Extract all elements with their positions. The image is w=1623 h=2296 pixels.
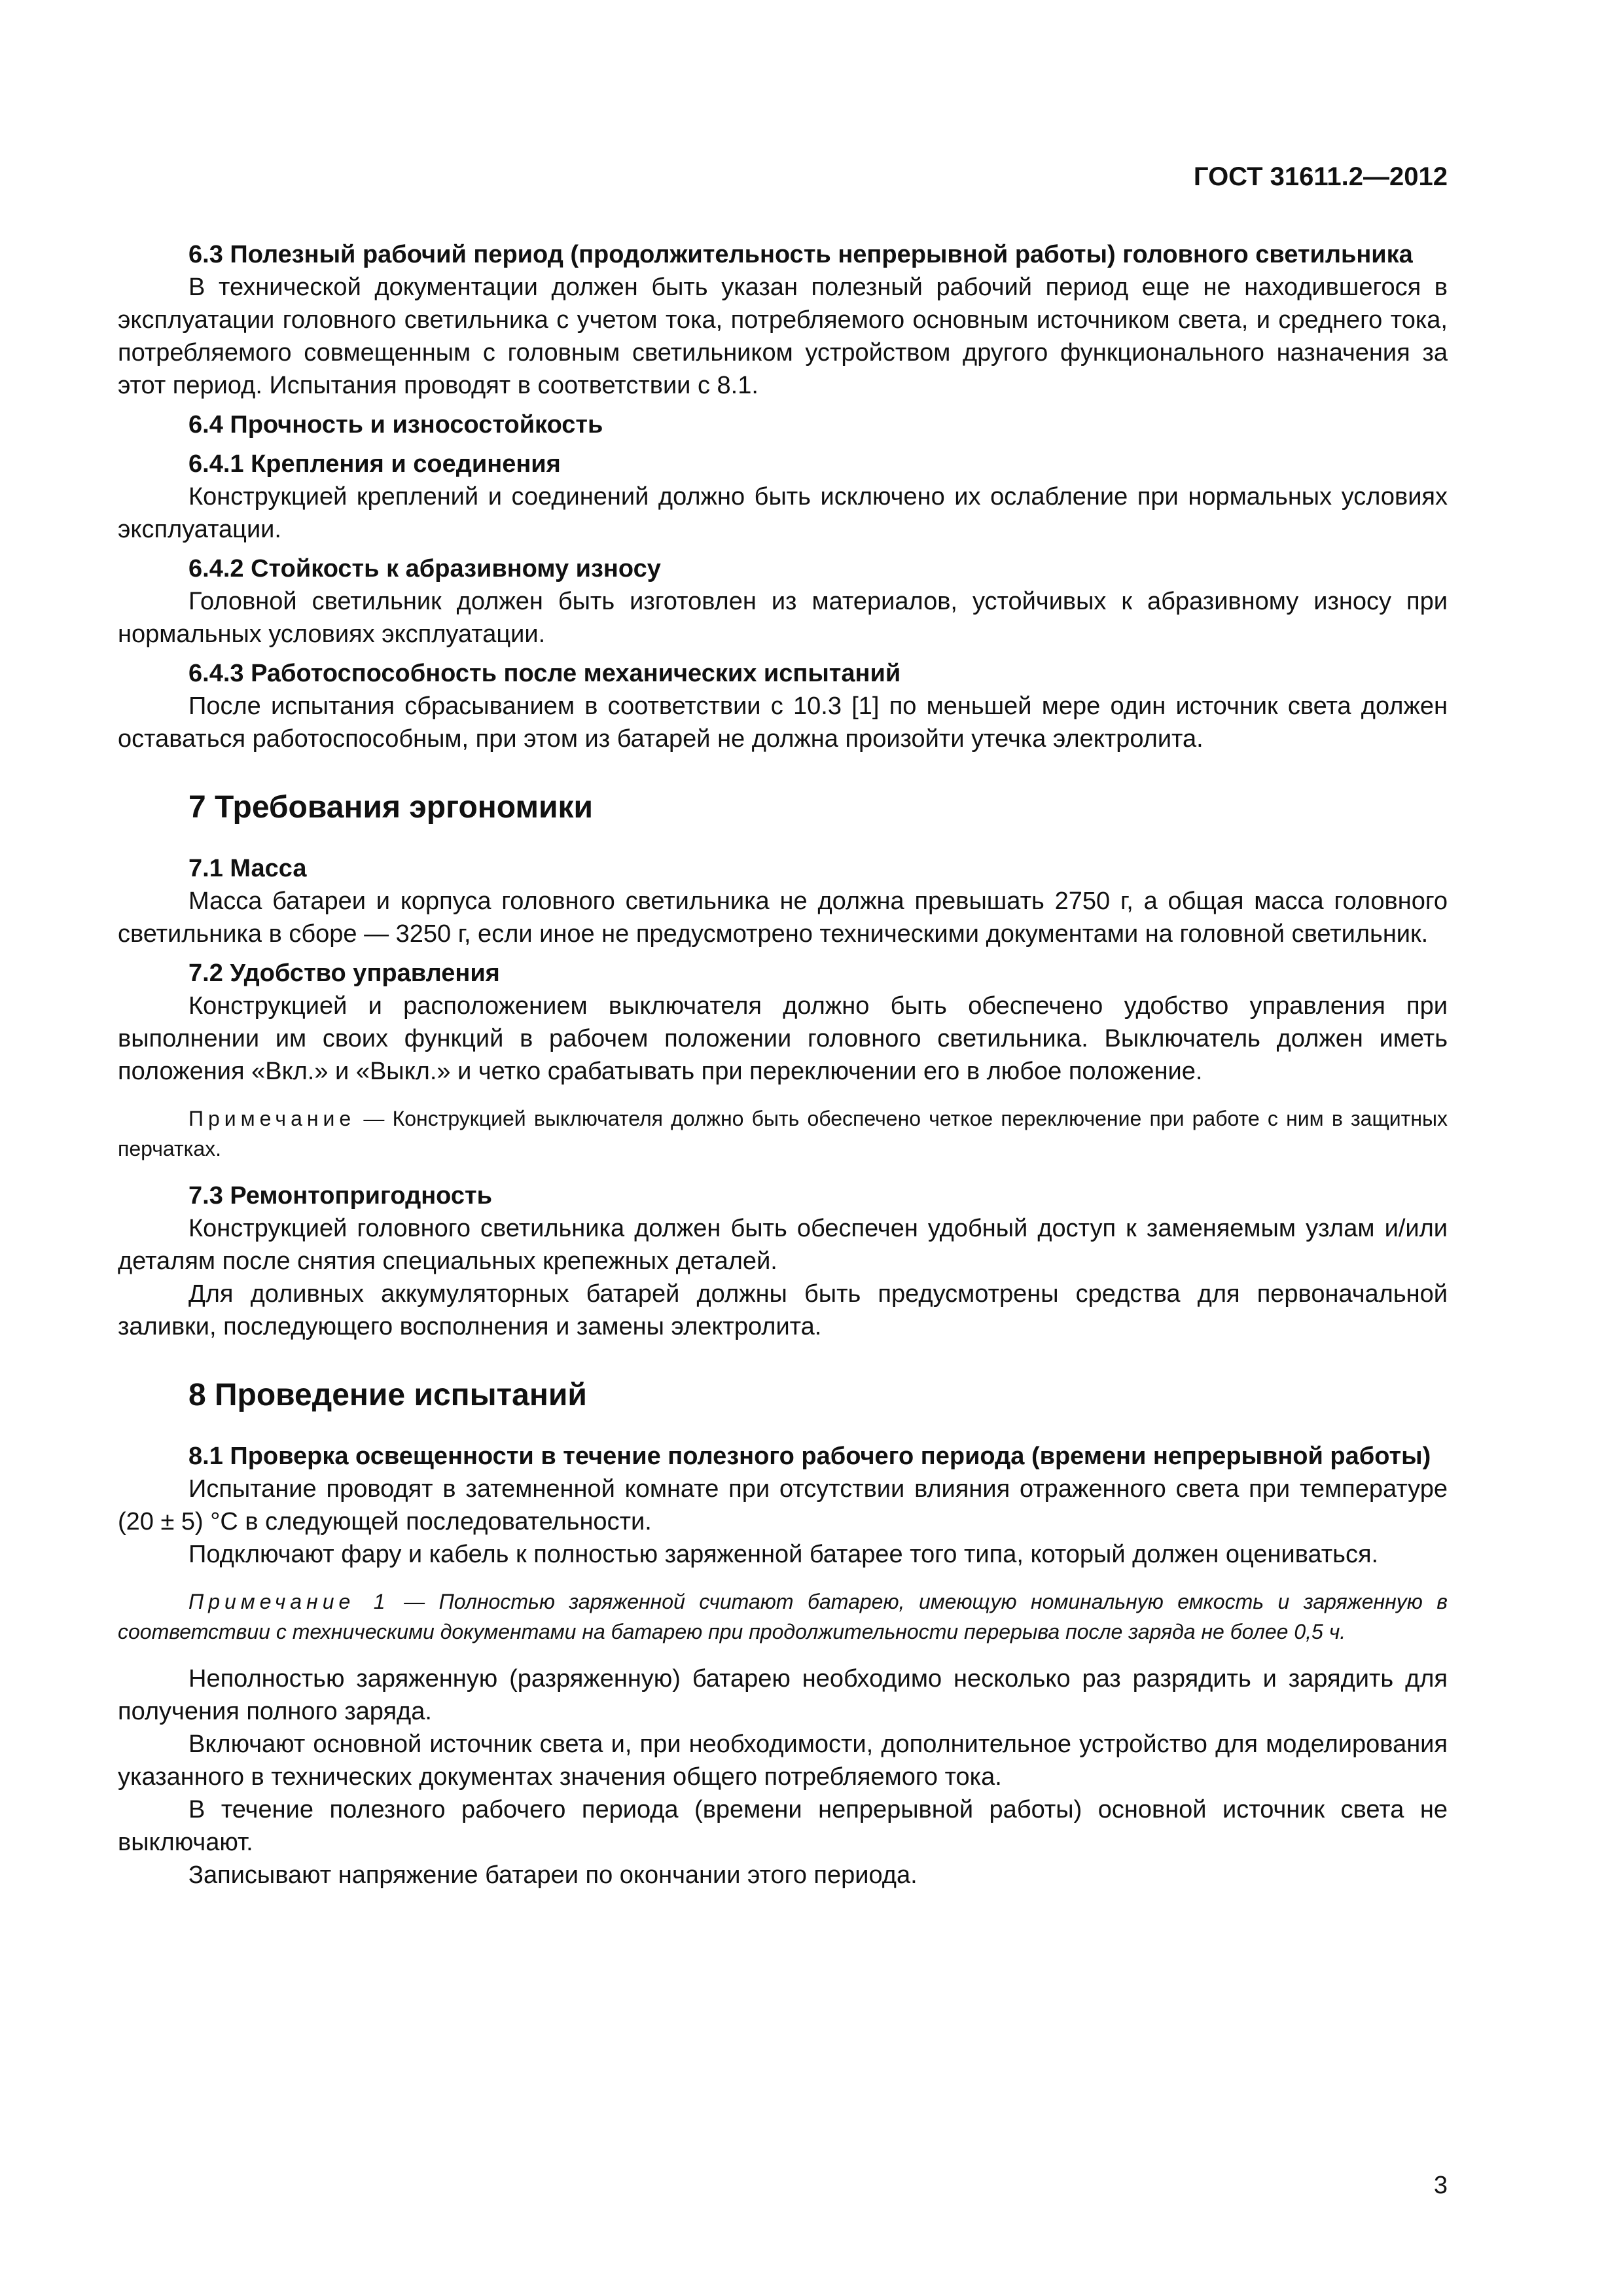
section-8-1-paragraph-6: Записывают напряжение батареи по окончании этого периода. [188, 1861, 918, 1889]
section-8-1-paragraph-4: Включают основной источник света и, при необходимости, дополнительное устройство для моделирования указанного в технических документах значения общего потребляемого тока. [118, 1731, 1448, 1791]
section-7-2-paragraph: Конструкцией и расположением выключателя должно быть обеспечено удобство управления при выполнении им своих функций в рабочем положении головного светильника. Выключатель должен иметь положения «Вкл.» и «Выкл.» и четко срабатывать при переключении его в любое положение. [118, 992, 1448, 1085]
section-7-1-paragraph: Масса батареи и корпуса головного светильника не должна превышать 2750 г, а общая масса головного светильника в сборе — 3250 г, если иное не предусмотрено техническими документами на головной светильник. [118, 888, 1448, 948]
section-7-3-paragraph-2: Для доливных аккумуляторных батарей должны быть предусмотрены средства для первоначальной заливки, последующего восполнения и замены электролита. [118, 1280, 1448, 1340]
section-6-4-3-heading: 6.4.3 Работоспособность после механических испытаний [188, 660, 901, 687]
section-8-1-paragraph-1: Испытание проводят в затемненной комнате при отсутствии влияния отраженного света при температуре (20 ± 5) °С в следующей последовательности. [118, 1475, 1448, 1535]
section-8-1-paragraph-3: Неполностью заряженную (разряженную) батарею необходимо несколько раз разрядить и зарядить для получения полного заряда. [118, 1665, 1448, 1725]
document-code: ГОСТ 31611.2—2012 [1193, 162, 1448, 191]
section-8-1-paragraph-2: Подключают фару и кабель к полностью заряженной батарее того типа, который должен оцениваться. [188, 1541, 1379, 1568]
section-8-1-heading: 8.1 Проверка освещенности в течение полезного рабочего периода (времени непрерывной работы) [188, 1443, 1431, 1470]
page-number: 3 [1433, 2172, 1448, 2199]
section-7-1-heading: 7.1 Масса [188, 855, 307, 882]
section-7-3-paragraph-1: Конструкцией головного светильника должен быть обеспечен удобный доступ к заменяемым узлам и/или деталям после снятия специальных крепежных деталей. [118, 1215, 1448, 1275]
section-6-3-paragraph: В технической документации должен быть указан полезный рабочий период еще не находившегося в эксплуатации головного светильника с учетом тока, потребляемого основным источником света, и среднего тока, потребляемого совмещенным с головным светильником устройством другого функционального назначения за этот период. Испытания проводят в соответствии с 8.1. [118, 274, 1448, 399]
note-lead: Примечание [188, 1107, 356, 1130]
section-8-1-paragraph-5: В течение полезного рабочего периода (времени непрерывной работы) основной источник света не выключают. [118, 1796, 1448, 1856]
page-content [118, 157, 1448, 1892]
section-6-4-1-heading: 6.4.1 Крепления и соединения [188, 450, 561, 478]
section-6-4-1-paragraph: Конструкцией креплений и соединений должно быть исключено их ослабление при нормальных условиях эксплуатации. [118, 483, 1448, 543]
note-text: — Конструкцией выключателя должно быть обеспечено четкое переключение при работе с ним в защитных перчатках. [118, 1107, 1448, 1160]
section-7-2-note [118, 1103, 1448, 1164]
section-7-3-heading: 7.3 Ремонтопригодность [188, 1182, 492, 1210]
note-text: — Полностью заряженной считают батарею, имеющую номинальную емкость и заряженную в соответствии с техническими документами на батарею при продолжительности перерыва после заряда не более 0,5 ч. [118, 1590, 1448, 1643]
section-7-2-heading: 7.2 Удобство управления [188, 960, 500, 987]
section-6-4-heading: 6.4 Прочность и износостойкость [188, 411, 603, 439]
section-6-4-2-heading: 6.4.2 Стойкость к абразивному износу [188, 555, 661, 583]
note-lead: Примечание 1 [188, 1590, 390, 1613]
section-8-heading: 8 Проведение испытаний [188, 1378, 587, 1412]
section-6-4-2-paragraph: Головной светильник должен быть изготовлен из материалов, устойчивых к абразивному износу при нормальных условиях эксплуатации. [118, 588, 1448, 648]
section-6-4-3-paragraph: После испытания сбрасыванием в соответствии с 10.3 [1] по меньшей мере один источник света должен оставаться работоспособным, при этом из батарей не должна произойти утечка электролита. [118, 692, 1448, 753]
section-6-3-heading: 6.3 Полезный рабочий период (продолжительность непрерывной работы) головного светильника [188, 241, 1413, 268]
section-8-1-note [118, 1587, 1448, 1647]
section-7-heading: 7 Требования эргономики [188, 790, 594, 825]
